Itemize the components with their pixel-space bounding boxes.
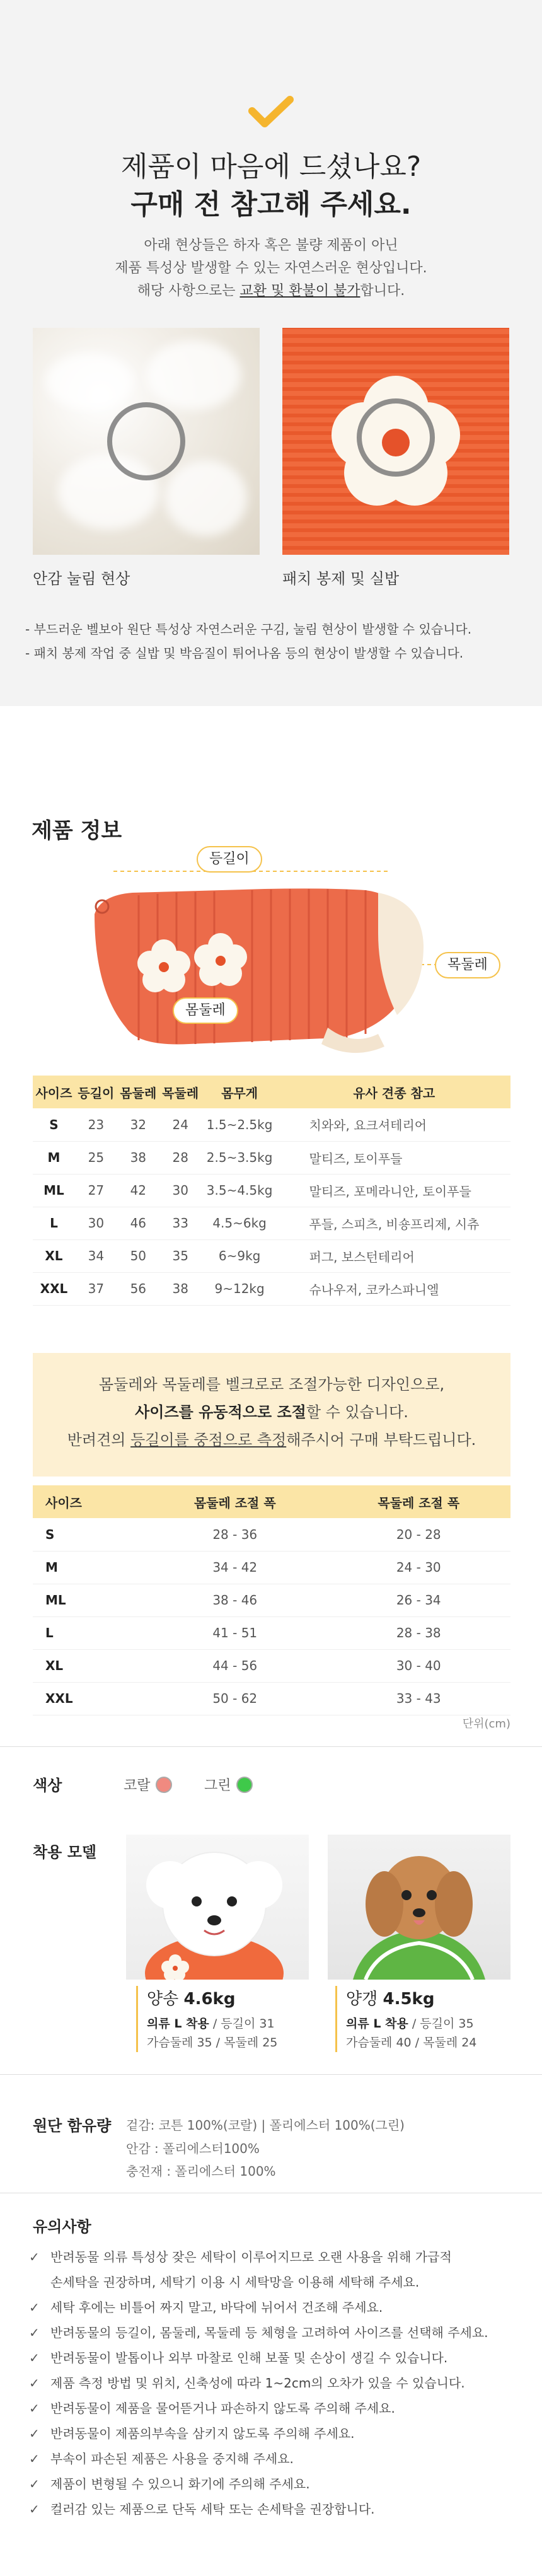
table-row (33, 1108, 510, 1141)
table-cell: 치와와, 요크셔테리어 (278, 1108, 510, 1141)
table-cell: XL (33, 1239, 75, 1272)
adjust-table-header-cell: 목둘레 조절 폭 (326, 1485, 510, 1518)
caution-text: 반려동물이 발톱이나 외부 마찰로 인해 보풀 및 손상이 생길 수 있습니다. (50, 2350, 448, 2365)
model-girth: 가슴둘레 40 / 목둘레 24 (346, 2036, 477, 2050)
size-table (33, 1076, 510, 1306)
size-table-header-cell: 몸무게 (202, 1076, 278, 1108)
caution-item (29, 2244, 521, 2270)
guide-emphasis: 사이즈를 유동적으로 조절 (135, 1403, 306, 1421)
table-row (33, 1174, 510, 1207)
check-mark-icon (29, 2270, 50, 2295)
caution-item (29, 2295, 521, 2320)
caution-text: 부속이 파손된 제품은 사용을 중지해 주세요. (50, 2451, 294, 2466)
table-cell: S (33, 1518, 143, 1551)
size-table-header (33, 1076, 510, 1108)
notice-lead-warning (0, 280, 542, 303)
size-table-header-cell: 사이즈 (33, 1076, 75, 1108)
notice-note: - 부드러운 벨보아 원단 특성상 자연스러운 구김, 눌림 현상이 발생할 수 있습니다. (25, 622, 472, 637)
check-mark-icon: ✓ (29, 2350, 40, 2365)
lining-press-photo (33, 328, 260, 555)
table-row (33, 1239, 510, 1272)
table-cell: 50 - 62 (143, 1682, 326, 1715)
model-photo-yanggaeng (328, 1835, 510, 1980)
model-weight: 4.5kg (383, 1990, 435, 2009)
table-row (33, 1649, 510, 1682)
notice-section (0, 0, 542, 706)
model-girth: 가슴둘레 35 / 목둘레 25 (147, 2036, 278, 2050)
guide-text-rest: 할 수 있습니다. (306, 1403, 408, 1421)
caution-item (29, 2471, 521, 2497)
material-line: 겉감: 코튼 100%(코랄) | 폴리에스터 100%(그린) (126, 2118, 405, 2133)
table-cell: 28 - 38 (326, 1616, 510, 1649)
model-info-yangsong (136, 1986, 277, 2052)
table-cell: ML (33, 1174, 75, 1207)
table-cell: XXL (33, 1272, 75, 1305)
table-cell: M (33, 1551, 143, 1584)
check-mark-icon: ✓ (29, 2401, 40, 2416)
guide-text-suffix: 해주시어 구매 부탁드립니다. (286, 1431, 476, 1449)
fur-texture (146, 340, 241, 410)
table-cell: 6~9kg (202, 1239, 278, 1272)
model-size-line (346, 2014, 476, 2033)
caution-item (29, 2446, 521, 2471)
table-cell: 슈나우저, 코카스파니엘 (278, 1272, 510, 1305)
table-cell: 25 (75, 1141, 117, 1174)
caution-label: 유의사항 (33, 2218, 91, 2236)
measurement-diagram (0, 838, 542, 1065)
table-cell: 38 - 46 (143, 1584, 326, 1616)
lead-text: 해당 사항으로는 (137, 283, 240, 299)
caution-item (29, 2396, 521, 2421)
model-back-length: / 등길이 31 (212, 2017, 275, 2031)
size-guide-box (33, 1353, 510, 1477)
caution-text: 제품 측정 방법 및 위치, 신축성에 따라 1~2cm의 오차가 있을 수 있습니다. (50, 2376, 465, 2391)
table-cell: 46 (117, 1207, 159, 1239)
caution-item (29, 2497, 521, 2522)
model-size-line (147, 2014, 277, 2033)
section-divider (0, 2074, 542, 2075)
model-label: 착용 모델 (33, 1843, 97, 1861)
table-row (33, 1584, 510, 1616)
caution-list (29, 2244, 521, 2522)
caution-text: 제품이 변형될 수 있으니 화기에 주의해 주세요. (50, 2476, 310, 2492)
size-table-header-cell: 몸둘레 (117, 1076, 159, 1108)
neck-girth-label: 목둘레 (435, 952, 500, 978)
check-mark-icon: ✓ (29, 2451, 40, 2466)
caution-item (29, 2320, 521, 2345)
size-table-header-cell: 유사 견종 참고 (278, 1076, 510, 1108)
caution-text: 반려동물이 제품의부속을 삼키지 않도록 주의해 주세요. (50, 2426, 355, 2441)
guide-text (33, 1426, 510, 1454)
color-name: 그린 (204, 1778, 231, 1794)
no-refund-text: 교환 및 환불이 불가 (239, 283, 360, 299)
table-cell: XXL (33, 1682, 143, 1715)
chest-girth-label: 몸둘레 (173, 997, 238, 1024)
check-icon (247, 95, 295, 130)
table-cell: 30 (159, 1174, 202, 1207)
notice-subtitle: 구매 전 참고해 주세요. (130, 189, 412, 221)
table-cell: 35 (159, 1239, 202, 1272)
model-photo-yangsong (126, 1835, 309, 1980)
model-back-length: / 등길이 35 (412, 2017, 474, 2031)
table-cell: 말티즈, 토이푸들 (278, 1141, 510, 1174)
guide-text: 몸둘레와 목둘레를 벨크로로 조절가능한 디자인으로, (98, 1376, 445, 1393)
caution-item (29, 2270, 521, 2295)
table-row (33, 1272, 510, 1305)
adjust-table-header-cell: 몸둘레 조절 폭 (143, 1485, 326, 1518)
table-cell: L (33, 1616, 143, 1649)
color-option-green (204, 1775, 253, 1794)
table-cell: 37 (75, 1272, 117, 1305)
table-cell: 24 - 30 (326, 1551, 510, 1584)
table-cell: S (33, 1108, 75, 1141)
table-cell: L (33, 1207, 75, 1239)
caution-text: 손세탁을 권장하며, 세탁기 이용 시 세탁망을 이용해 세탁해 주세요. (50, 2275, 420, 2290)
fur-texture (45, 353, 134, 410)
table-cell: 44 - 56 (143, 1649, 326, 1682)
caution-text: 컬러감 있는 제품으로 단독 세탁 또는 손세탁을 권장합니다. (50, 2502, 375, 2517)
table-cell: 말티즈, 포메라니안, 토이푸들 (278, 1174, 510, 1207)
material-line: 충전재 : 폴리에스터 100% (126, 2164, 276, 2179)
adjust-range-table (33, 1485, 510, 1715)
notice-title: 제품이 마음에 드셨나요? (120, 151, 422, 183)
model-wear-size: 의류 L 착용 (147, 2017, 209, 2031)
table-cell: ML (33, 1584, 143, 1616)
table-row (33, 1682, 510, 1715)
table-cell: XL (33, 1649, 143, 1682)
table-cell: 41 - 51 (143, 1616, 326, 1649)
table-cell: 1.5~2.5kg (202, 1108, 278, 1141)
table-cell: M (33, 1141, 75, 1174)
model-name-line (346, 1986, 476, 2009)
fur-texture (165, 460, 247, 536)
back-length-label: 등길이 (197, 846, 262, 873)
check-mark-icon: ✓ (29, 2249, 40, 2265)
table-cell: 34 - 42 (143, 1551, 326, 1584)
poodle-dog-image (328, 1835, 510, 1980)
highlight-circle-icon (107, 402, 185, 480)
table-cell: 4.5~6kg (202, 1207, 278, 1239)
model-weight: 4.6kg (183, 1990, 236, 2009)
notice-lead: 제품 특성상 발생할 수 있는 자연스러운 현상입니다. (115, 260, 427, 276)
lead-text: 합니다. (360, 283, 405, 299)
color-option-coral (124, 1775, 172, 1794)
table-cell: 34 (75, 1239, 117, 1272)
color-label: 색상 (33, 1777, 62, 1794)
material-line: 안감 : 폴리에스터100% (126, 2141, 260, 2156)
check-mark-icon: ✓ (29, 2476, 40, 2492)
size-table-header-cell: 목둘레 (159, 1076, 202, 1108)
table-row (33, 1518, 510, 1551)
table-cell: 2.5~3.5kg (202, 1141, 278, 1174)
adjust-table-header (33, 1485, 510, 1518)
table-cell: 30 (75, 1207, 117, 1239)
table-cell: 42 (117, 1174, 159, 1207)
model-name: 양갱 (346, 1990, 378, 2009)
caution-text: 반려동물 의류 특성상 잦은 세탁이 이루어지므로 오랜 사용을 위해 가급적 (50, 2249, 452, 2265)
table-cell: 50 (117, 1239, 159, 1272)
guide-text-prefix: 반려견의 (67, 1431, 131, 1449)
check-mark-icon: ✓ (29, 2502, 40, 2517)
table-cell: 26 - 34 (326, 1584, 510, 1616)
table-cell: 9~12kg (202, 1272, 278, 1305)
table-row (33, 1551, 510, 1584)
caution-item (29, 2345, 521, 2370)
check-mark-icon: ✓ (29, 2300, 40, 2315)
photo-caption: 안감 눌림 현상 (33, 570, 130, 588)
table-cell: 28 - 36 (143, 1518, 326, 1551)
table-cell: 32 (117, 1108, 159, 1141)
table-cell: 3.5~4.5kg (202, 1174, 278, 1207)
caution-text: 세탁 후에는 비틀어 짜지 말고, 바닥에 뉘어서 건조해 주세요. (50, 2300, 383, 2315)
table-cell: 푸들, 스피츠, 비숑프리제, 시츄 (278, 1207, 510, 1239)
patch-stitch-photo (282, 328, 509, 555)
table-cell: 38 (159, 1272, 202, 1305)
table-cell: 23 (75, 1108, 117, 1141)
caution-text: 반려동물의 등길이, 몸둘레, 목둘레 등 체형을 고려하여 사이즈를 선택해 주세요. (50, 2325, 488, 2340)
table-cell: 30 - 40 (326, 1649, 510, 1682)
table-cell: 38 (117, 1141, 159, 1174)
notice-lead: 아래 현상들은 하자 혹은 불량 제품이 아닌 (144, 238, 398, 253)
table-row (33, 1207, 510, 1239)
guide-underline: 등길이를 중점으로 측정 (130, 1431, 287, 1449)
table-cell: 28 (159, 1141, 202, 1174)
table-cell: 퍼그, 보스턴테리어 (278, 1239, 510, 1272)
adjust-table-header-cell: 사이즈 (33, 1485, 143, 1518)
model-wear-size: 의류 L 착용 (346, 2017, 408, 2031)
caution-item (29, 2370, 521, 2396)
unit-label: 단위(cm) (462, 1717, 510, 1731)
size-table-header-cell: 등길이 (75, 1076, 117, 1108)
product-info-title: 제품 정보 (32, 818, 122, 844)
check-mark-icon: ✓ (29, 2325, 40, 2340)
model-info-yanggaeng (335, 1986, 476, 2052)
highlight-circle-icon (357, 398, 435, 477)
coral-swatch-icon (156, 1777, 172, 1793)
check-mark-icon: ✓ (29, 2376, 40, 2391)
material-label: 원단 함유량 (33, 2117, 112, 2135)
photo-caption: 패치 봉제 및 실밥 (282, 570, 400, 588)
table-row (33, 1616, 510, 1649)
model-name-line (147, 1986, 277, 2009)
check-mark-icon: ✓ (29, 2426, 40, 2441)
table-cell: 56 (117, 1272, 159, 1305)
section-divider (0, 1746, 542, 1747)
table-cell: 27 (75, 1174, 117, 1207)
color-name: 코랄 (124, 1778, 151, 1794)
table-cell: 20 - 28 (326, 1518, 510, 1551)
table-row (33, 1141, 510, 1174)
caution-text: 반려동물이 제품을 물어뜯거나 파손하지 않도록 주의해 주세요. (50, 2401, 395, 2416)
model-name: 양송 (147, 1990, 179, 2009)
bichon-dog-image (126, 1835, 309, 1980)
table-cell: 33 (159, 1207, 202, 1239)
table-cell: 33 - 43 (326, 1682, 510, 1715)
green-swatch-icon (236, 1777, 253, 1793)
caution-item (29, 2421, 521, 2446)
table-cell: 24 (159, 1108, 202, 1141)
notice-note: - 패치 봉제 작업 중 실밥 및 박음질이 튀어나옴 등의 현상이 발생할 수 있습니다. (25, 646, 464, 661)
guide-text (33, 1398, 510, 1426)
